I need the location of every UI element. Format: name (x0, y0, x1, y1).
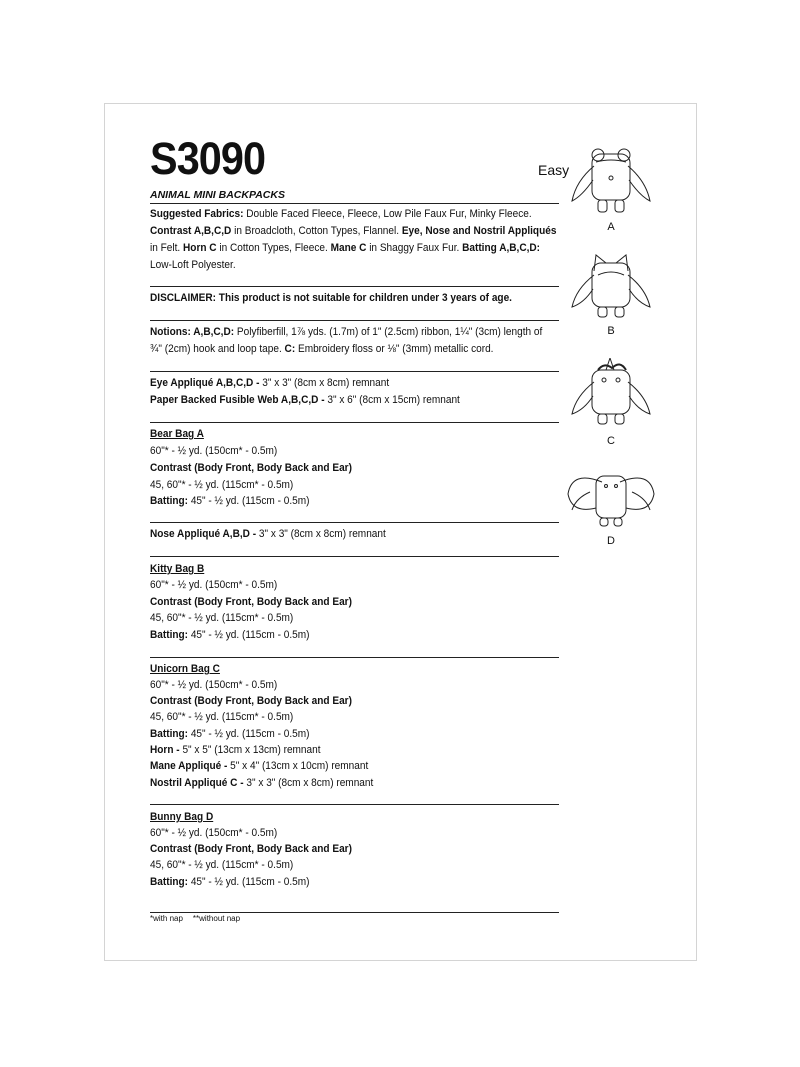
kitty-backpack-icon (566, 253, 656, 325)
kitty-bag-heading: Kitty Bag B (150, 563, 205, 575)
divider (150, 371, 559, 372)
bunny-contrast-heading: Contrast (Body Front, Body Back and Ear) (150, 843, 352, 855)
notions-line-1: Notions: A,B,C,D: Polyfiberfill, 1⅞ yds. (1.7m) of 1" (2.5cm) ribbon, 1¼" (3cm) length of (150, 326, 543, 338)
view-letter-c: C (607, 435, 615, 447)
divider (150, 203, 559, 204)
unicorn-horn: Horn - 5" x 5" (13cm x 13cm) remnant (150, 744, 321, 756)
kitty-contrast-fabric: 45, 60"* - ½ yd. (115cm* - 0.5m) (150, 612, 294, 624)
nose-applique-requirement: Nose Appliqué A,B,D - 3" x 3" (8cm x 8cm) remnant (150, 528, 386, 540)
bunny-batting: Batting: 45" - ½ yd. (115cm - 0.5m) (150, 876, 310, 888)
bear-main-fabric: 60"* - ½ yd. (150cm* - 0.5m) (150, 445, 278, 457)
pattern-title: ANIMAL MINI BACKPACKS (150, 189, 285, 201)
kitty-main-fabric: 60"* - ½ yd. (150cm* - 0.5m) (150, 579, 278, 591)
unicorn-batting: Batting: 45" - ½ yd. (115cm - 0.5m) (150, 728, 310, 740)
divider (150, 657, 559, 658)
divider (150, 912, 559, 913)
disclaimer: DISCLAIMER: This product is not suitable for children under 3 years of age. (150, 292, 512, 304)
bunny-backpack-icon (566, 468, 656, 530)
view-letter-b: B (607, 325, 615, 337)
view-a (566, 146, 656, 236)
fusible-web-requirement: Paper Backed Fusible Web A,B,C,D - 3" x 6" (8cm x 15cm) remnant (150, 394, 460, 406)
divider (150, 320, 559, 321)
footnotes (150, 914, 250, 923)
bear-backpack-icon (566, 146, 656, 221)
bear-bag-heading: Bear Bag A (150, 428, 204, 440)
divider (150, 286, 559, 287)
notions-line-2: ¾" (2cm) hook and loop tape. C: Embroidery floss or ⅛" (3mm) metallic cord. (150, 343, 494, 355)
footnote-with-nap: *with nap (150, 914, 183, 923)
view-letter-d: D (607, 535, 615, 547)
divider (150, 556, 559, 557)
suggested-fabrics-line-2: Contrast A,B,C,D in Broadcloth, Cotton Types, Flannel. Eye, Nose and Nostril Appliqués (150, 225, 557, 237)
view-c (566, 358, 656, 450)
bunny-main-fabric: 60"* - ½ yd. (150cm* - 0.5m) (150, 827, 278, 839)
unicorn-backpack-icon (566, 358, 656, 432)
kitty-batting: Batting: 45" - ½ yd. (115cm - 0.5m) (150, 629, 310, 641)
unicorn-main-fabric: 60"* - ½ yd. (150cm* - 0.5m) (150, 679, 278, 691)
unicorn-contrast-heading: Contrast (Body Front, Body Back and Ear) (150, 695, 352, 707)
pattern-number: S3090 (150, 133, 266, 184)
unicorn-contrast-fabric: 45, 60"* - ½ yd. (115cm* - 0.5m) (150, 711, 294, 723)
kitty-contrast-heading: Contrast (Body Front, Body Back and Ear) (150, 596, 352, 608)
bunny-bag-heading: Bunny Bag D (150, 811, 214, 823)
unicorn-bag-heading: Unicorn Bag C (150, 663, 220, 675)
divider (150, 422, 559, 423)
divider (150, 522, 559, 523)
unicorn-nostril-applique: Nostril Appliqué C - 3" x 3" (8cm x 8cm) remnant (150, 777, 374, 789)
bear-batting: Batting: 45" - ½ yd. (115cm - 0.5m) (150, 495, 310, 507)
unicorn-mane-applique: Mane Appliqué - 5" x 4" (13cm x 10cm) remnant (150, 760, 369, 772)
bear-contrast-fabric: 45, 60"* - ½ yd. (115cm* - 0.5m) (150, 479, 294, 491)
eye-applique-requirement: Eye Appliqué A,B,C,D - 3" x 3" (8cm x 8cm) remnant (150, 377, 390, 389)
bear-contrast-heading: Contrast (Body Front, Body Back and Ear) (150, 462, 352, 474)
suggested-fabrics-line-4: Low-Loft Polyester. (150, 259, 236, 271)
difficulty-label: Easy (538, 162, 570, 178)
view-b (566, 253, 656, 343)
suggested-fabrics-line-3: in Felt. Horn C in Cotton Types, Fleece. Mane C in Shaggy Faux Fur. Batting A,B,C,D: (150, 242, 541, 254)
view-d (566, 468, 656, 552)
divider (150, 804, 559, 805)
suggested-fabrics-line-1: Suggested Fabrics: Double Faced Fleece, Fleece, Low Pile Faux Fur, Minky Fleece. (150, 208, 532, 220)
bunny-contrast-fabric: 45, 60"* - ½ yd. (115cm* - 0.5m) (150, 859, 294, 871)
footnote-without-nap: **without nap (192, 914, 241, 923)
view-letter-a: A (607, 221, 615, 233)
